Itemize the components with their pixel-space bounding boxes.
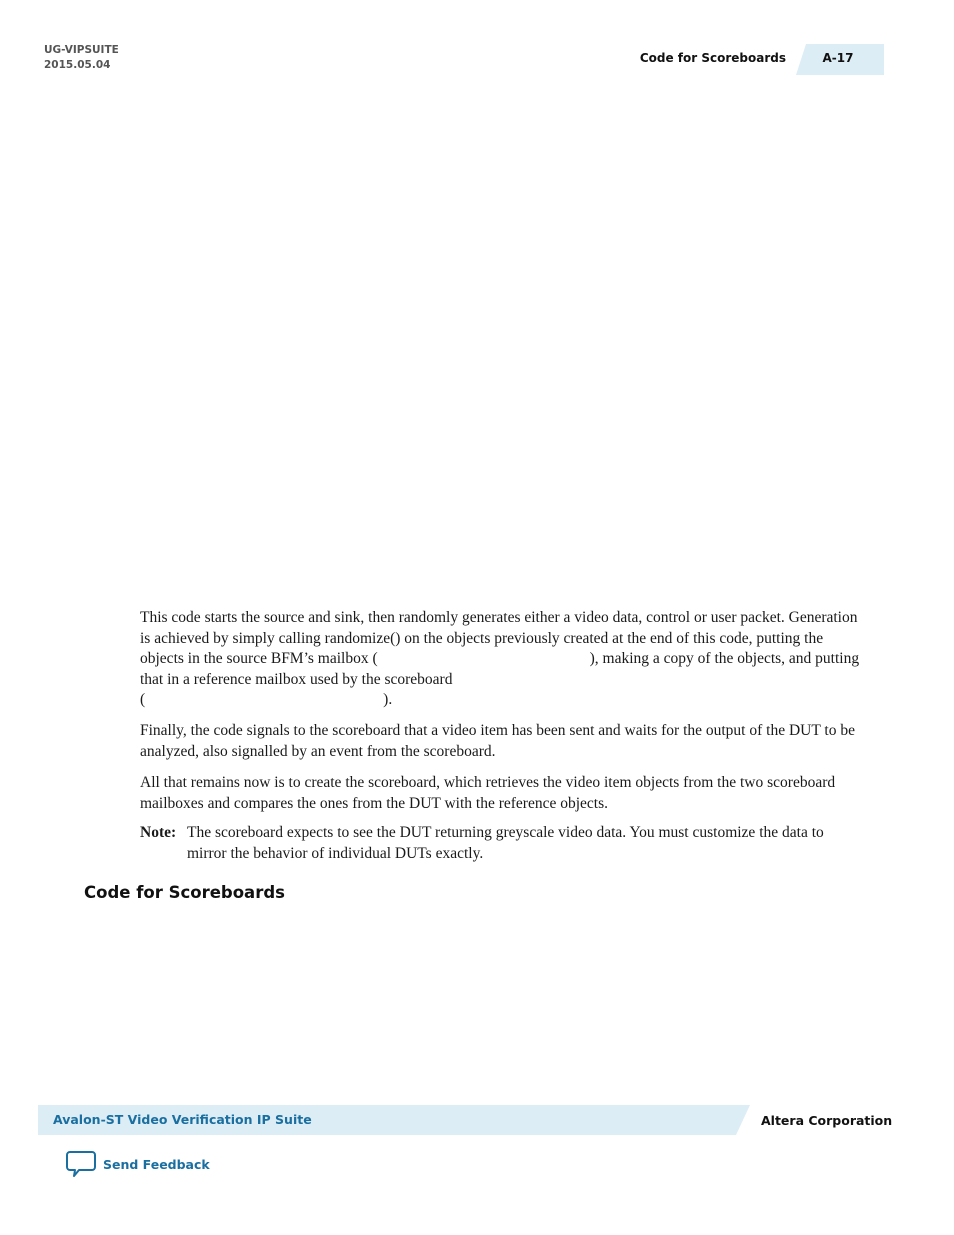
header-section-title: Code for Scoreboards: [639, 51, 786, 65]
para1-part-c: (: [140, 691, 146, 709]
para1-part-b: ), making a copy of the objects, and putting that in a reference mailbox used by the scoreboard: [140, 650, 860, 688]
document-id: [44, 43, 119, 73]
page-number: A-17: [822, 51, 854, 65]
send-feedback-link[interactable]: [66, 1150, 210, 1178]
section-heading: Code for Scoreboards: [84, 883, 285, 902]
paragraph-source-sink: [140, 608, 868, 711]
send-feedback-label[interactable]: Send Feedback: [103, 1156, 210, 1172]
speech-bubble-icon: [66, 1150, 96, 1178]
doc-id-text: UG-VIPSUITE: [44, 44, 119, 56]
footer-doc-title: Avalon-ST Video Verification IP Suite: [53, 1112, 312, 1127]
para1-part-a: This code starts the source and sink, then randomly generates either a video data, control or user packet. Generation is achieved by simply calling randomize() on the objects previously created at the end of this code, putting the objects in the source BFM’s mailbox (: [140, 609, 858, 668]
doc-date-text: 2015.05.04: [44, 59, 111, 71]
page-number-tab: [796, 44, 884, 75]
para1-part-d: ).: [383, 691, 393, 709]
footer-company: Altera Corporation: [761, 1113, 893, 1128]
paragraph-scoreboard: All that remains now is to create the scoreboard, which retrieves the video item objects from the two scoreboard mailboxes and compares the ones from the DUT with the reference objects.: [140, 774, 836, 812]
note-text: The scoreboard expects to see the DUT returning greyscale video data. You must customize the data to mirror the behavior of individual DUTs exactly.: [187, 824, 824, 862]
paragraph-signals: Finally, the code signals to the scoreboard that a video item has been sent and waits for the output of the DUT to be analyzed, also signalled by an event from the scoreboard.: [140, 722, 855, 760]
note-label: Note:: [140, 824, 177, 841]
note-block: [140, 823, 868, 864]
